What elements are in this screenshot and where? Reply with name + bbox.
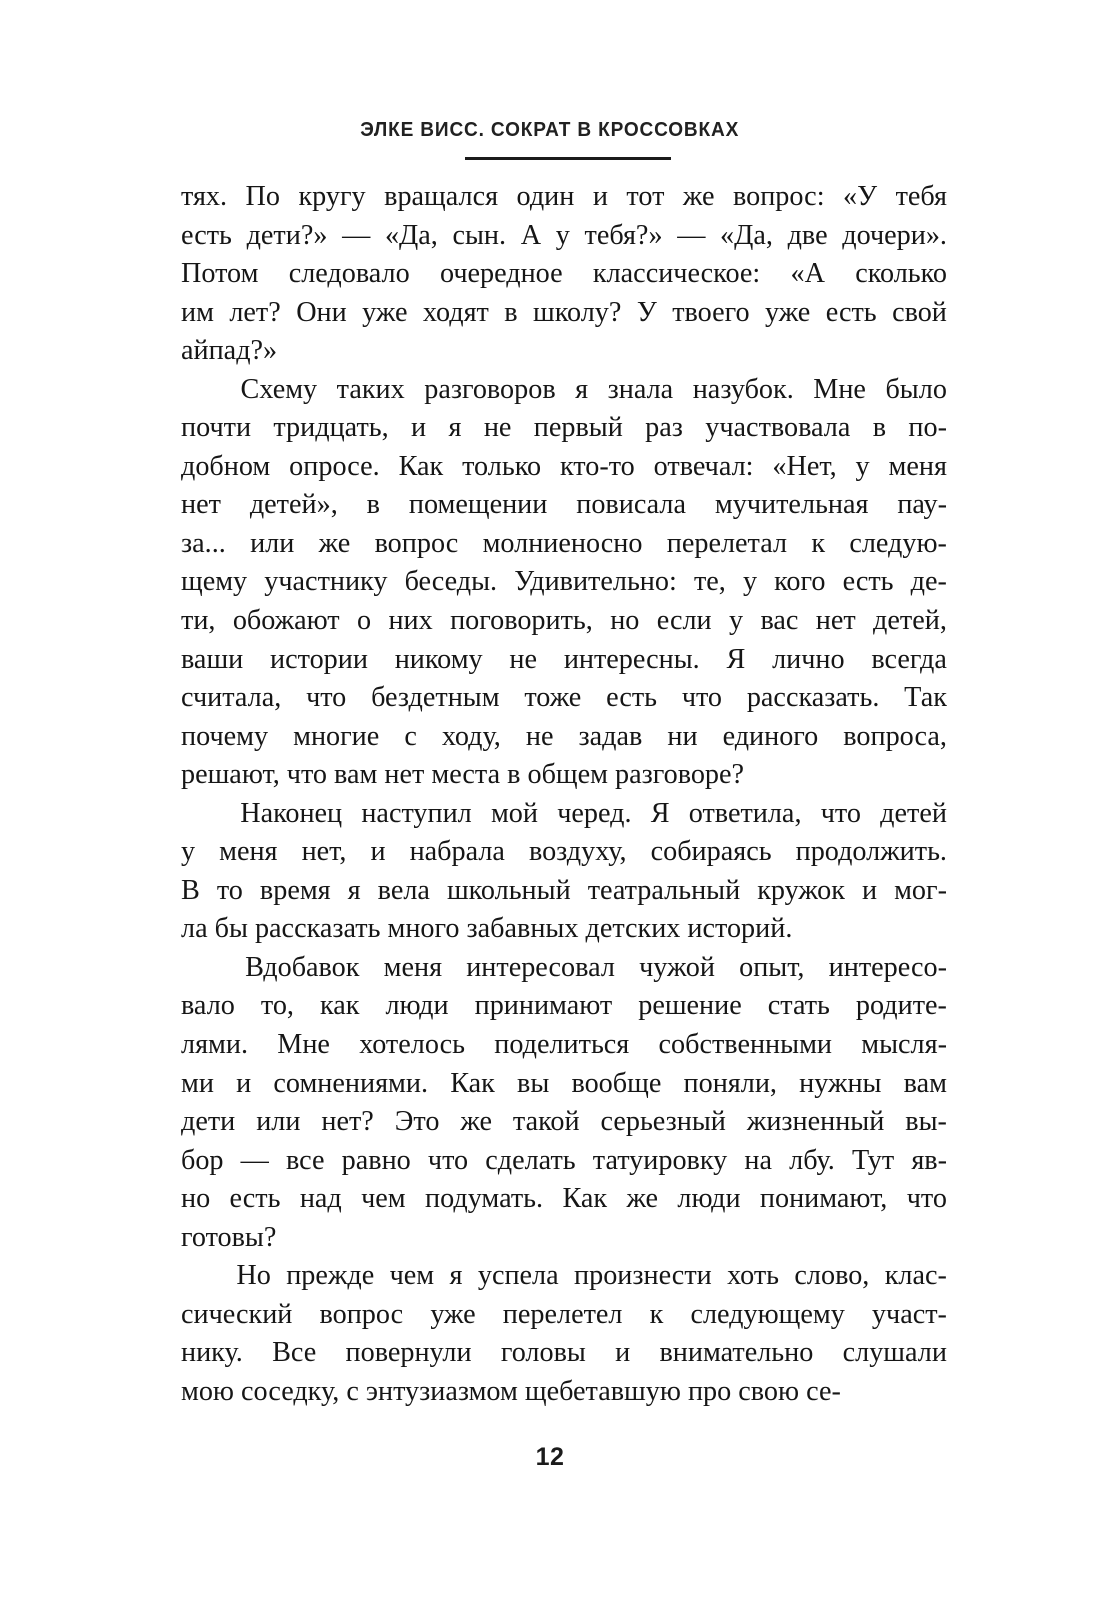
body-line: за... или же вопрос молниеносно перелетал к следую- bbox=[181, 527, 947, 559]
paragraph-indent bbox=[181, 795, 221, 834]
body-line: ваши истории никому не интересны. Я лично всегда bbox=[181, 643, 947, 675]
body-text-block bbox=[181, 178, 947, 1412]
body-line: почти тридцать, и я не первый раз участвовала в по- bbox=[181, 412, 947, 444]
paragraph-indent bbox=[181, 371, 221, 410]
body-line: почему многие с ходу, не задав ни единого вопроса, bbox=[181, 720, 947, 752]
body-line: мою соседку, с энтузиазмом щебетавшую про свою се- bbox=[181, 1375, 841, 1407]
body-paragraph bbox=[181, 949, 947, 1257]
body-line: готовы? bbox=[181, 1221, 277, 1253]
body-line: В то время я вела школьный театральный кружок и мог- bbox=[181, 874, 947, 906]
body-line: Наконец наступил мой черед. Я ответила, что детей bbox=[181, 795, 947, 834]
body-line: добном опросе. Как только кто-то отвечал: «Нет, у меня bbox=[181, 450, 947, 482]
body-line: айпад?» bbox=[181, 335, 278, 367]
body-line: тях. По кругу вращался один и тот же вопрос: «У тебя bbox=[181, 181, 947, 212]
body-line: вало то, как люди принимают решение стать родите- bbox=[181, 990, 947, 1022]
body-line: Схему таких разговоров я знала назубок. Мне было bbox=[181, 371, 947, 410]
body-line: ла бы рассказать много забавных детских историй. bbox=[181, 913, 793, 945]
body-line: Но прежде чем я успела произнести хоть слово, клас- bbox=[181, 1257, 947, 1296]
running-head-rule bbox=[465, 157, 671, 160]
body-line: им лет? Они уже ходят в школу? У твоего уже есть свой bbox=[181, 296, 947, 328]
body-line: сический вопрос уже перелетел к следующему участ- bbox=[181, 1298, 947, 1330]
body-line: лями. Мне хотелось поделиться собственными мысля- bbox=[181, 1029, 947, 1061]
body-line: есть дети?» — «Да, сын. А у тебя?» — «Да, две дочери». bbox=[181, 219, 947, 251]
body-line: но есть над чем подумать. Как же люди понимают, что bbox=[181, 1183, 947, 1215]
body-paragraph bbox=[181, 795, 947, 949]
body-line: у меня нет, и набрала воздуху, собираясь продолжить. bbox=[181, 836, 947, 868]
folio bbox=[0, 1443, 1100, 1472]
body-line: дети или нет? Это же такой серьезный жизненный вы- bbox=[181, 1106, 947, 1138]
body-line: решают, что вам нет места в общем разговоре? bbox=[181, 759, 745, 791]
body-paragraph bbox=[181, 371, 947, 795]
running-head bbox=[0, 118, 1100, 142]
body-paragraph bbox=[181, 1257, 947, 1411]
body-line: ми и сомнениями. Как вы вообще поняли, нужны вам bbox=[181, 1067, 947, 1099]
body-line: щему участнику беседы. Удивительно: те, у кого есть де- bbox=[181, 566, 947, 598]
body-line: ти, обожают о них поговорить, но если у вас нет детей, bbox=[181, 605, 947, 637]
body-paragraph bbox=[181, 178, 947, 371]
body-line: Вдобавок меня интересовал чужой опыт, интересо- bbox=[181, 949, 947, 988]
body-line: бор — все равно что сделать татуировку на лбу. Тут яв- bbox=[181, 1144, 947, 1176]
body-line: нет детей», в помещении повисала мучительная пау- bbox=[181, 489, 947, 521]
running-head-title: ЭЛКЕ ВИСС. СОКРАТ В КРОССОВКАХ bbox=[360, 118, 740, 141]
paragraph-indent bbox=[181, 949, 221, 988]
body-line: считала, что бездетным тоже есть что рассказать. Так bbox=[181, 682, 947, 714]
body-line: нику. Все повернули головы и внимательно слушали bbox=[181, 1337, 947, 1369]
page-number: 12 bbox=[535, 1443, 565, 1471]
paragraph-indent bbox=[181, 1257, 221, 1296]
body-line: Потом следовало очередное классическое: «А сколько bbox=[181, 258, 947, 290]
